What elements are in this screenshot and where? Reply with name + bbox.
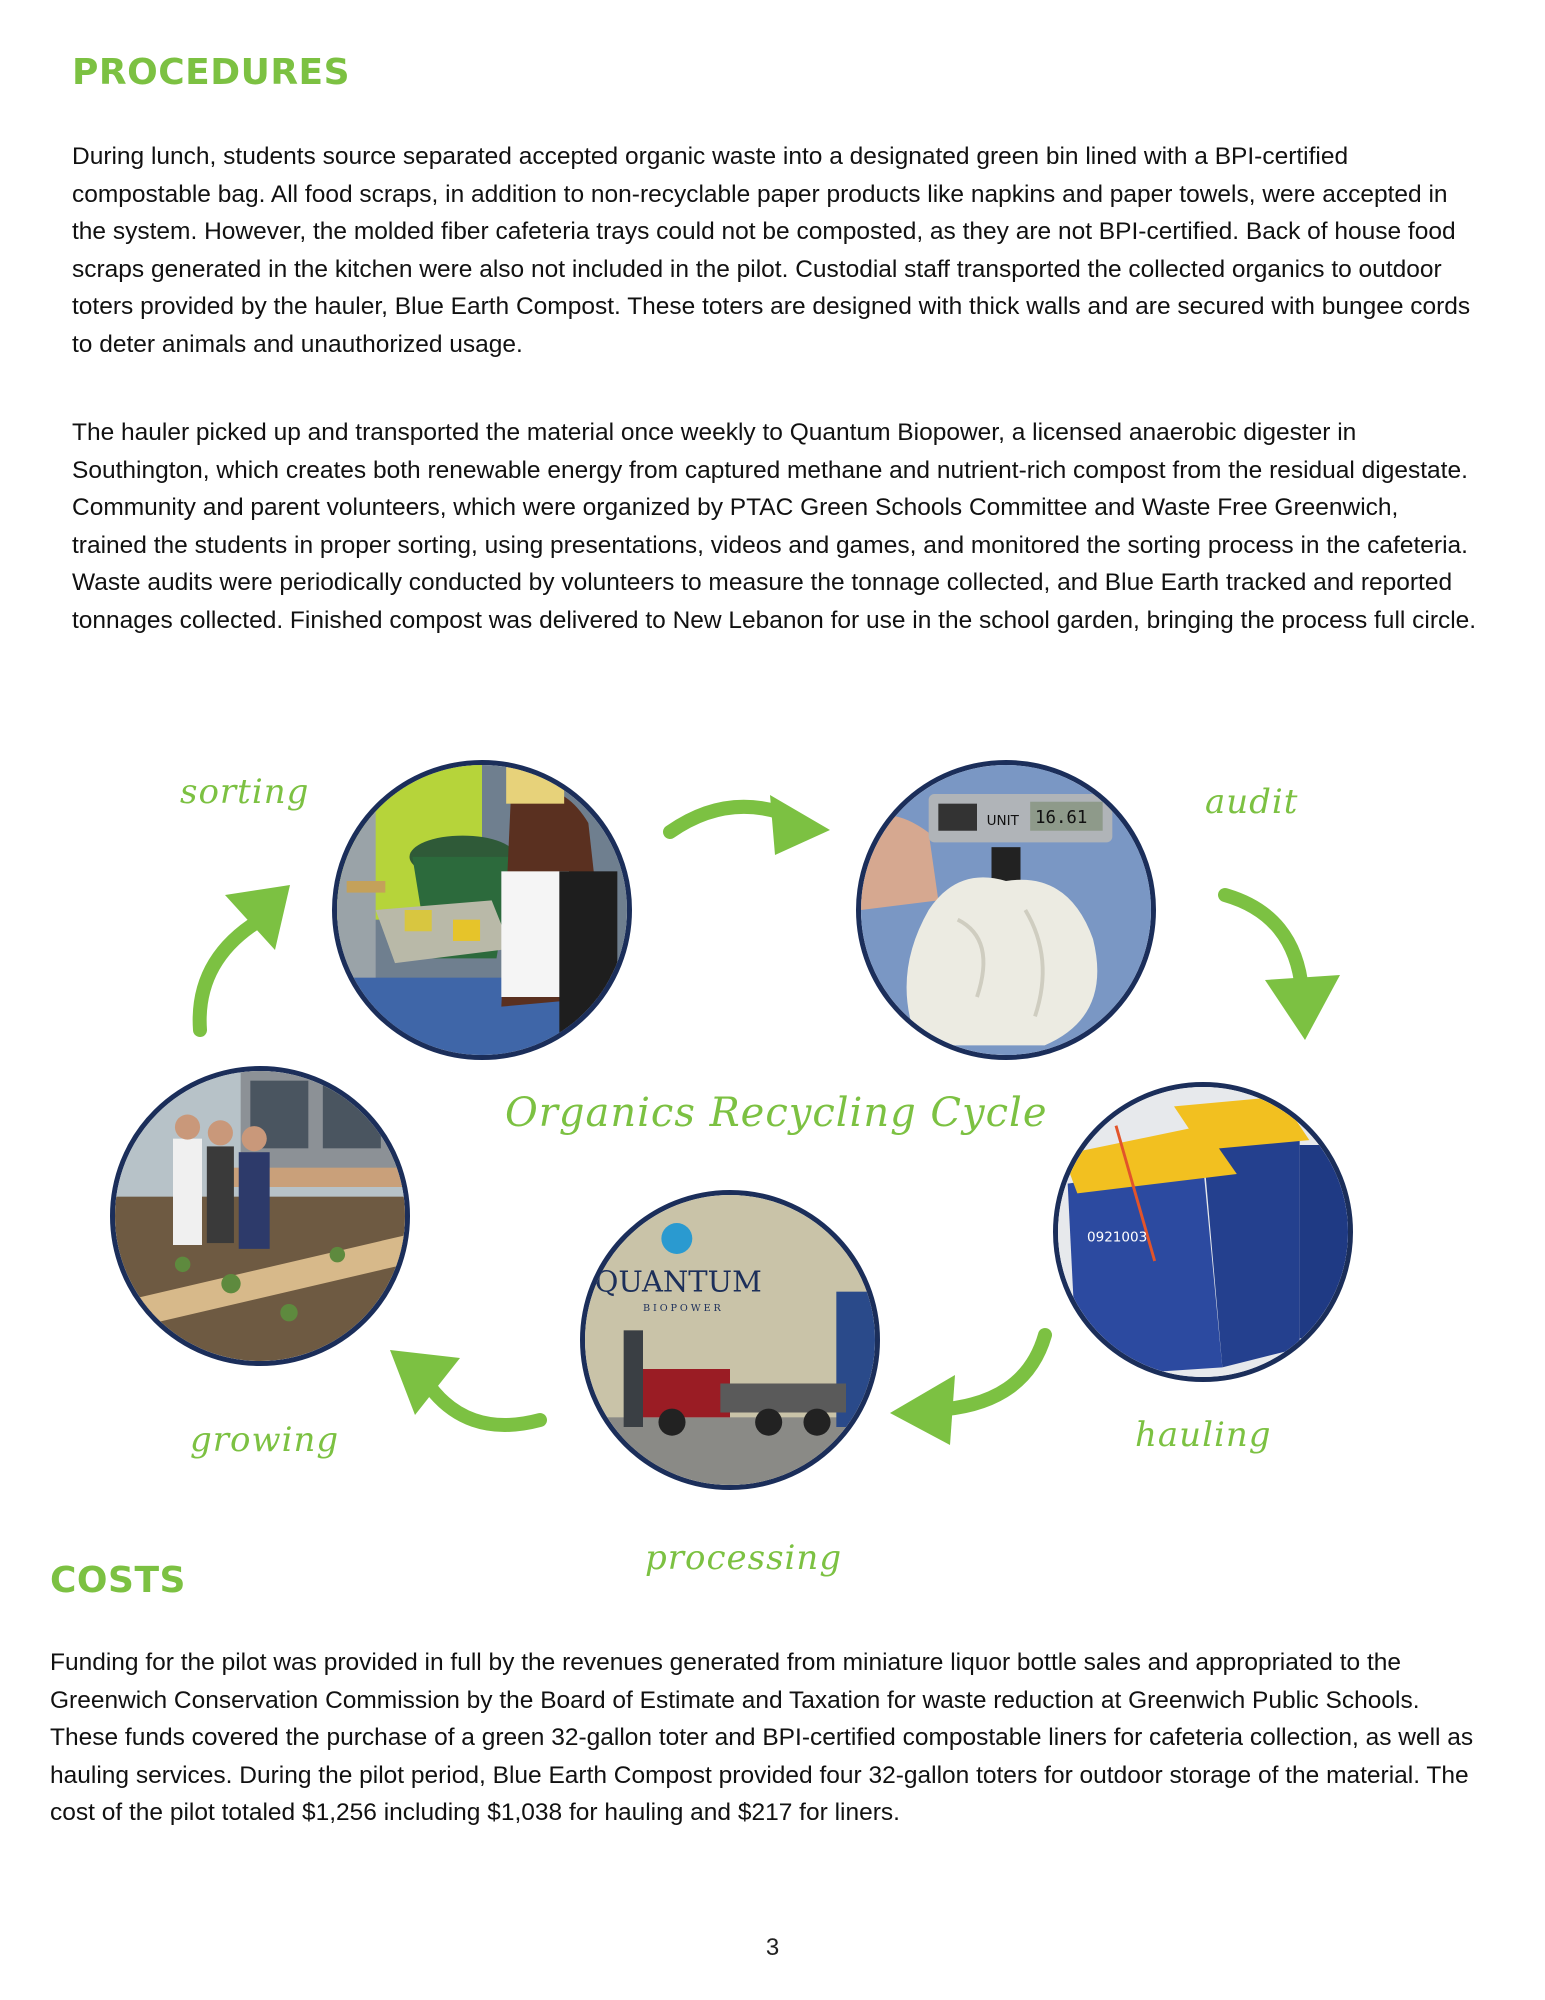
sorting-photo — [332, 760, 632, 1060]
audit-photo — [856, 760, 1156, 1060]
costs-paragraph: Funding for the pilot was provided in full by the revenues generated from miniature liquor bottle sales and appropriated to the Greenwich Conservation Commission by the Board of Estimate and Taxation for waste reduction at Greenwich Public Schools. These funds covered the purchase of a green 32-gallon toter and BPI-certified compostable liners for cafeteria collection, as well as hauling services. During the pilot period, Blue Earth Compost provided four 32-gallon toters for outdoor storage of the material. The cost of the pilot totaled $1,256 including $1,038 for hauling and $217 for liners. — [50, 1649, 1474, 1826]
scale-unit-label: UNIT — [986, 812, 1019, 829]
costs-heading: COSTS — [50, 1560, 186, 1601]
arrow-processing-to-growing-icon — [375, 1340, 550, 1460]
arrow-hauling-to-processing-icon — [885, 1325, 1060, 1455]
cycle-title: Organics Recycling Cycle — [505, 1090, 1048, 1136]
quantum-brand: QUANTUM — [594, 1264, 762, 1299]
growing-photo — [110, 1066, 410, 1366]
arrow-audit-to-hauling-icon — [1210, 880, 1350, 1050]
quantum-sub: BIOPOWER — [643, 1303, 724, 1314]
arrow-growing-to-sorting-icon — [180, 880, 300, 1040]
audit-label: audit — [1205, 782, 1299, 822]
hauling-photo — [1053, 1082, 1353, 1382]
procedures-paragraph-2: The hauler picked up and transported the material once weekly to Quantum Biopower, a licensed anaerobic digester in Southington, which creates both renewable energy from captured methane and nutrient-rich compost from the residual digestate. Community and parent volunteers, which were organized by PTAC Green Schools Committee and Waste Free Greenwich, trained the students in proper sorting, using presentations, videos and games, and monitored the sorting process in the cafeteria. Waste audits were periodically conducted by volunteers to measure the tonnage collected, and Blue Earth tracked and reported tonnages collected. Finished compost was delivered to New Lebanon for use in the school garden, bringing the process full circle. — [72, 419, 1477, 634]
processing-photo — [580, 1190, 880, 1490]
sorting-label: sorting — [180, 772, 310, 812]
procedures-paragraph-1: During lunch, students source separated accepted organic waste into a designated green bin lined with a BPI-certified compostable bag. All food scraps, in addition to non-recyclable paper products like napkins and paper towels, were accepted in the system. However, the molded fiber cafeteria trays could not be composted, as they are not BPI-certified. Back of house food scraps generated in the kitchen were also not included in the pilot. Custodial staff transported the collected organics to outdoor toters provided by the hauler, Blue Earth Compost. These toters are designed with thick walls and are secured with bungee cords to deter animals and unauthorized usage. — [72, 143, 1471, 358]
hauling-label: hauling — [1135, 1415, 1272, 1455]
toter-number: 0921003 — [1087, 1229, 1148, 1246]
arrow-sorting-to-audit-icon — [660, 780, 840, 870]
procedures-heading: PROCEDURES — [72, 52, 351, 93]
page-number: 3 — [765, 1934, 780, 1961]
processing-label: processing — [645, 1538, 843, 1578]
growing-label: growing — [190, 1420, 340, 1460]
scale-reading: 16.61 — [1035, 808, 1088, 828]
